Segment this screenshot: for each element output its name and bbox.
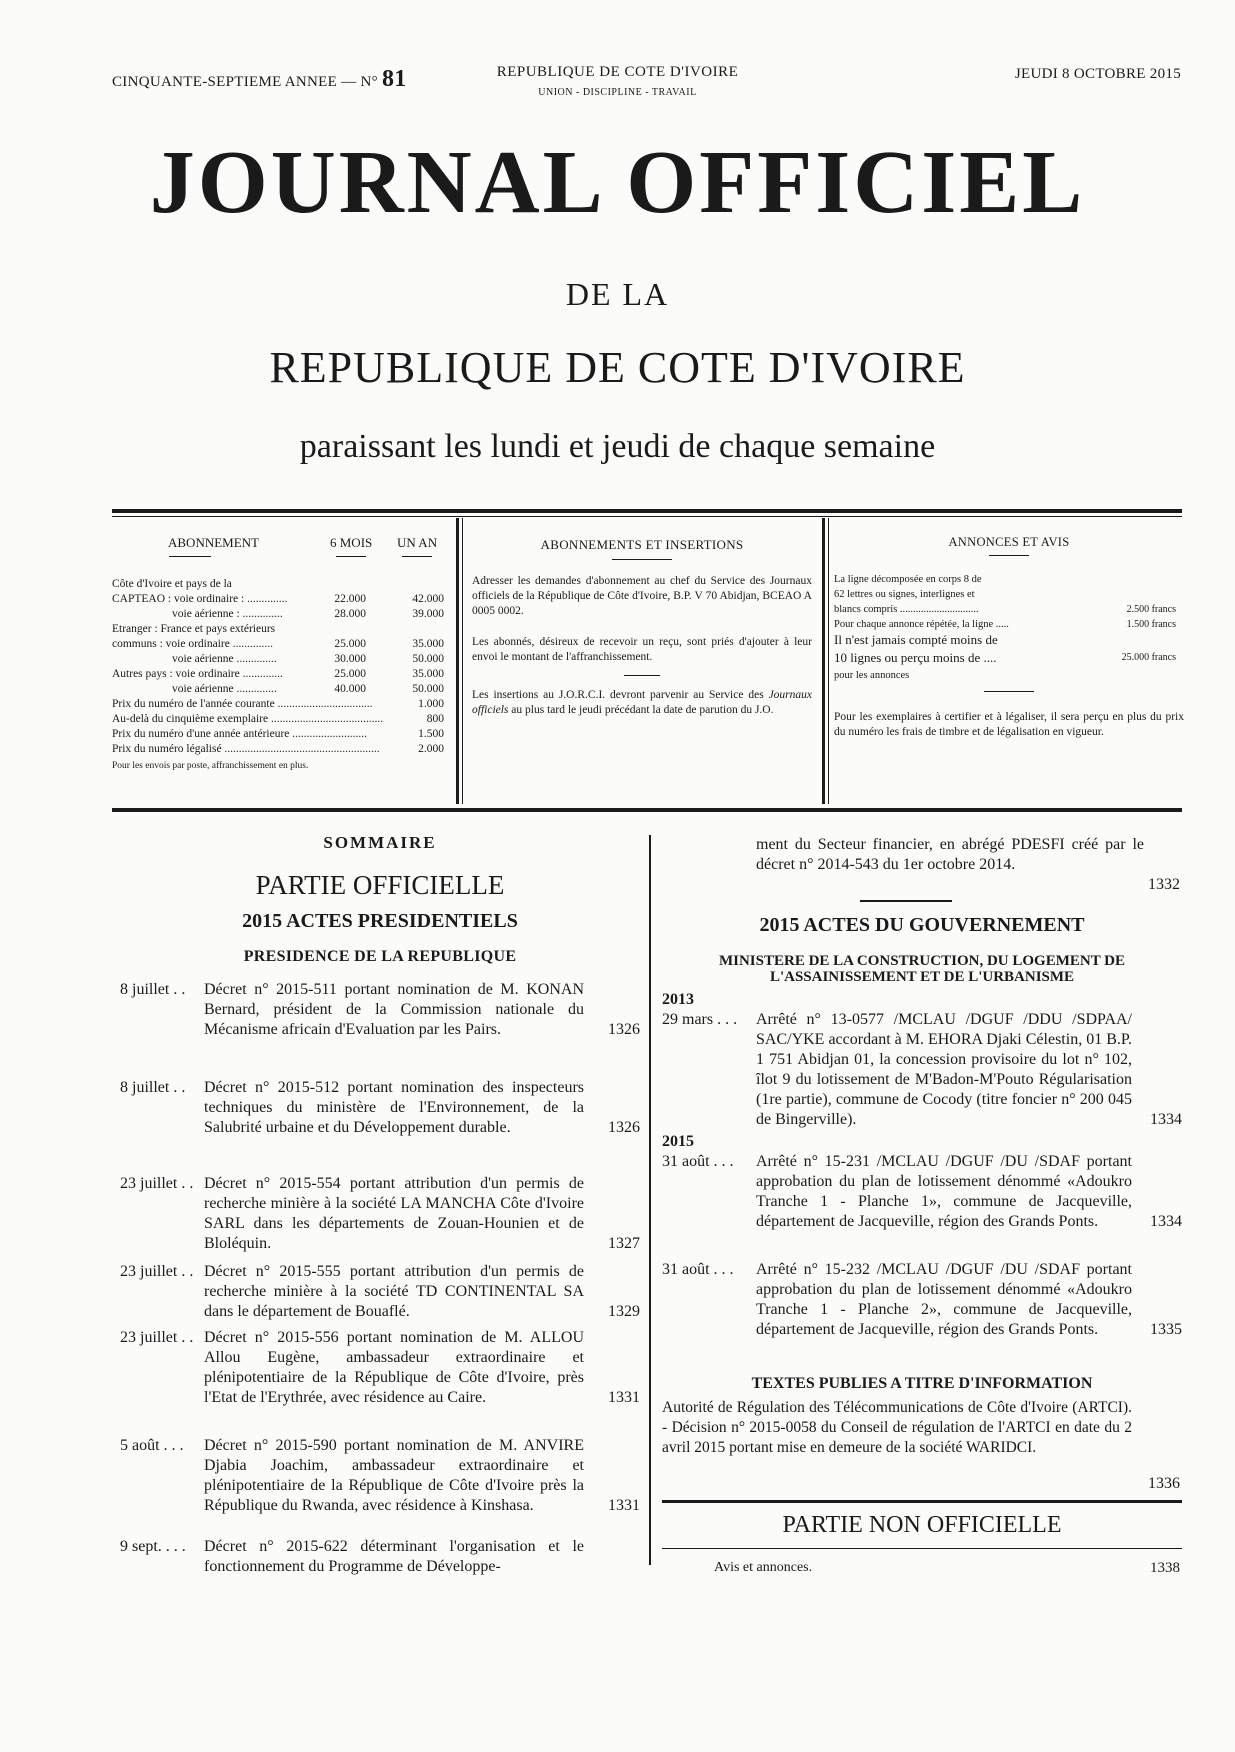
artci-text: Autorité de Régulation des Télécommunications de Côte d'Ivoire (ARTCI). - Décision n° 2015-0058 du Conseil de régulation de l'ARTCI en date du 2 avril 2015 portant mise en demeure de la société WARIDCI. [662,1399,1132,1456]
insertions-p2: Les abonnés, désireux de recevoir un reçu, sont priés d'ajouter à leur envoi le montant de l'affranchissement. [472,636,812,663]
year-issue-label: CINQUANTE-SEPTIEME ANNEE — N° [112,74,378,90]
entry-page: 1331 [608,1389,640,1406]
year-2013: 2013 [662,991,694,1008]
box-divider-1b [462,518,463,804]
de-la: DE LA [565,276,670,312]
box-divider-1 [456,518,459,804]
box-divider-2 [822,518,825,804]
motto: UNION - DISCIPLINE - TRAVAIL [538,87,697,98]
entry-page: 1335 [1150,1321,1182,1338]
entry-text: Décret n° 2015-622 déterminant l'organisation et le fonctionnement du Programme de Développe- [204,1538,584,1575]
top-double-rule [112,509,1182,513]
entry-date: 23 juillet . . [120,1263,194,1280]
entry-text: Arrêté n° 15-232 /MCLAU /DGUF /DU /SDAF portant approbation du plan de lotissement dénommé «Adoukro Tranche 1 - Planche 2», commune de Jacqueville, département de Jacqueville, région des Grands Ponts. [756,1261,1132,1338]
continuation-page: 1332 [1148,876,1180,893]
year-2015: 2015 [662,1133,694,1150]
entry-text: Décret n° 2015-555 portant attribution d'un permis de recherche minière à la société TD CONTINENTAL SA dans le département de Bouaflé. [204,1263,584,1320]
insertions-title: ABONNEMENTS ET INSERTIONS [540,537,744,552]
announcement-line: Il n'est jamais compté moins de [834,632,998,647]
announcement-lines [834,572,1184,683]
subscription-title: ABONNEMENT [168,535,259,550]
entry-page: 1326 [608,1021,640,1038]
entry-date: 23 juillet . . [120,1329,194,1346]
announcement-line: pour les annonces [834,670,910,681]
issue-date: JEUDI 8 OCTOBRE 2015 [1014,66,1181,82]
subscription-row: Prix du numéro de l'année courante ................................. 1.000 [112,698,444,710]
subscription-row: Au-delà du cinquième exemplaire ....................................... 800 [112,713,444,725]
entry-page: 1334 [1150,1111,1182,1128]
artci-page: 1336 [1148,1475,1180,1492]
announcements-box [834,535,1184,740]
entry-date: 31 août . . . [662,1153,734,1170]
subscription-row: voie aérienne : .............. 28.000 39.000 [172,608,444,620]
subscription-box [112,535,448,774]
republic-name: REPUBLIQUE DE COTE D'IVOIRE [269,343,966,392]
announcement-line: Pour chaque annonce répétée, la ligne ..... 1.500 francs [834,619,1176,630]
entry-page: 1331 [608,1497,640,1514]
entry-date: 5 août . . . [120,1437,184,1454]
announcement-line: La ligne décomposée en corps 8 de [834,574,982,585]
ministere-heading: MINISTERE DE LA CONSTRUCTION, DU LOGEMENT DE L'ASSAINISSEMENT ET DE L'URBANISME [718,953,1126,985]
entry-date: 31 août . . . [662,1261,734,1278]
announcements-title: ANNONCES ET AVIS [948,535,1070,549]
actes-presidentiels: 2015 ACTES PRESIDENTIELS [242,910,518,932]
subscription-row: Prix du numéro d'une année antérieure .......................... 1.500 [112,728,444,740]
masthead-title: JOURNAL OFFICIEL [149,133,1086,232]
entry-text: Décret n° 2015-556 portant nomination de M. ALLOU Allou Eugène, ambassadeur extraordinaire et plénipotentiaire de la République de Côte d'Ivoire, près l'Etat de l'Erythrée, avec résidence au Caire. [204,1329,584,1406]
subscription-row: Autres pays : voie ordinaire .............. 25.000 35.000 [112,668,444,680]
insertions-p3: Les insertions au J.O.R.C.I. devront parvenir au Service des Journaux officiels au plus tard le jeudi précédant la date de parution du J.O. [472,689,812,716]
subscription-row: voie aérienne .............. 30.000 50.000 [172,653,444,665]
subscription-row: Prix du numéro légalisé ...................................................... 2.000 [112,743,444,755]
separator [860,900,952,902]
announcement-line: 10 lignes ou perçu moins de .... 25.000 francs [834,650,1176,665]
subscription-row: CAPTEAO : voie ordinaire : .............. 22.000 42.000 [112,593,444,605]
presidence-heading: PRESIDENCE DE LA REPUBLIQUE [243,948,517,965]
bottom-double-rule [112,808,1182,812]
announcement-line: blancs compris .............................. 2.500 francs [834,604,1176,615]
subscription-rows [112,577,448,757]
partie-officielle: PARTIE OFFICIELLE [255,870,505,900]
column-divider [649,835,651,1565]
subscription-footnote: Pour les envois par poste, affranchissement en plus. [112,761,309,771]
entry-text: Arrêté n° 15-231 /MCLAU /DGUF /DU /SDAF portant approbation du plan de lotissement dénommé «Adoukro Tranche 1 - Planche 1», commune de Jacqueville, département de Jacqueville, région des Grands Ponts. [756,1153,1132,1230]
avis-page: 1338 [1150,1560,1180,1576]
rule-non-off-top [662,1500,1182,1503]
entry-date: 23 juillet . . [120,1175,194,1192]
entry-text: Décret n° 2015-512 portant nomination des inspecteurs techniques du ministère de l'Environnement, de la Salubrité urbaine et du Développement durable. [204,1079,584,1136]
entry-page: 1334 [1150,1213,1182,1230]
entry-date: 8 juillet . . [120,981,186,998]
entry-date: 29 mars . . . [662,1011,738,1028]
actes-gouvernement: 2015 ACTES DU GOUVERNEMENT [759,914,1085,936]
entry-page: 1329 [608,1303,640,1320]
box-divider-2b [828,518,829,804]
col-one-year: UN AN [397,535,438,550]
subscription-row: voie aérienne .............. 40.000 50.000 [172,683,444,695]
announcement-line: 62 lettres ou signes, interlignes et [834,589,975,600]
entry-date: 8 juillet . . [120,1079,186,1096]
continuation-text: ment du Secteur financier, en abrégé PDESFI créé par le décret n° 2014-543 du 1er octobre 2014. [756,836,1144,873]
frequency: paraissant les lundi et jeudi de chaque semaine [299,428,936,465]
partie-non-officielle: PARTIE NON OFFICIELLE [782,1512,1062,1538]
subscription-row: Etranger : France et pays extérieurs [112,623,276,635]
rule-non-off-bottom [662,1548,1182,1549]
entry-page: 1326 [608,1119,640,1136]
announcement-note: Pour les exemplaires à certifier et à légaliser, il sera perçu en plus du prix du numéro les frais de timbre et de légalisation en vigueur. [834,711,1184,738]
country-caps: REPUBLIQUE DE COTE D'IVOIRE [496,64,739,80]
insertions-box [472,537,812,718]
col-6-months: 6 MOIS [330,535,373,550]
avis-label: Avis et annonces. [714,1560,813,1575]
insertions-p1: Adresser les demandes d'abonnement au chef du Service des Journaux officiels de la République de Côte d'Ivoire, B.P. V 70 Abidjan, BCEAO A 0005 0002. [472,575,812,617]
entry-text: Arrêté n° 13-0577 /MCLAU /DGUF /DDU /SDPAA/ SAC/YKE accordant à M. EHORA Djaki Célestin, 01 B.P. 1 751 Abidjan 01, la concession provisoire du lot n° 102, îlot 9 du lotissement de M'Badon-M'Pouto Régularisation (1re partie), commune de Cocody (titre foncier n° 200 045 de Bingerville). [756,1011,1132,1128]
entry-text: Décret n° 2015-511 portant nomination de M. KONAN Bernard, président de la Commission nationale du Mécanisme africain d'Evaluation par les Pairs. [204,981,584,1038]
top-thin-rule [112,516,1182,517]
summary-title: SOMMAIRE [323,833,437,852]
entry-text: Décret n° 2015-590 portant nomination de M. ANVIRE Djabia Joachim, ambassadeur extraordinaire et plénipotentiaire de la République de Côte d'Ivoire près la République du Rwanda, avec résidence à Kinshasa. [204,1437,584,1514]
entry-date: 9 sept. . . . [120,1538,186,1555]
textes-info-heading: TEXTES PUBLIES A TITRE D'INFORMATION [751,1375,1093,1392]
entry-text: Décret n° 2015-554 portant attribution d'un permis de recherche minière à la société LA MANCHA Côte d'Ivoire SARL dans les départements de Zouan-Hounien et de Bloléquin. [204,1175,584,1252]
entry-page: 1327 [608,1235,640,1252]
subscription-row: Côte d'Ivoire et pays de la [112,578,232,590]
issue-number: 81 [382,66,407,92]
subscription-row: communs : voie ordinaire .............. 25.000 35.000 [112,638,444,650]
